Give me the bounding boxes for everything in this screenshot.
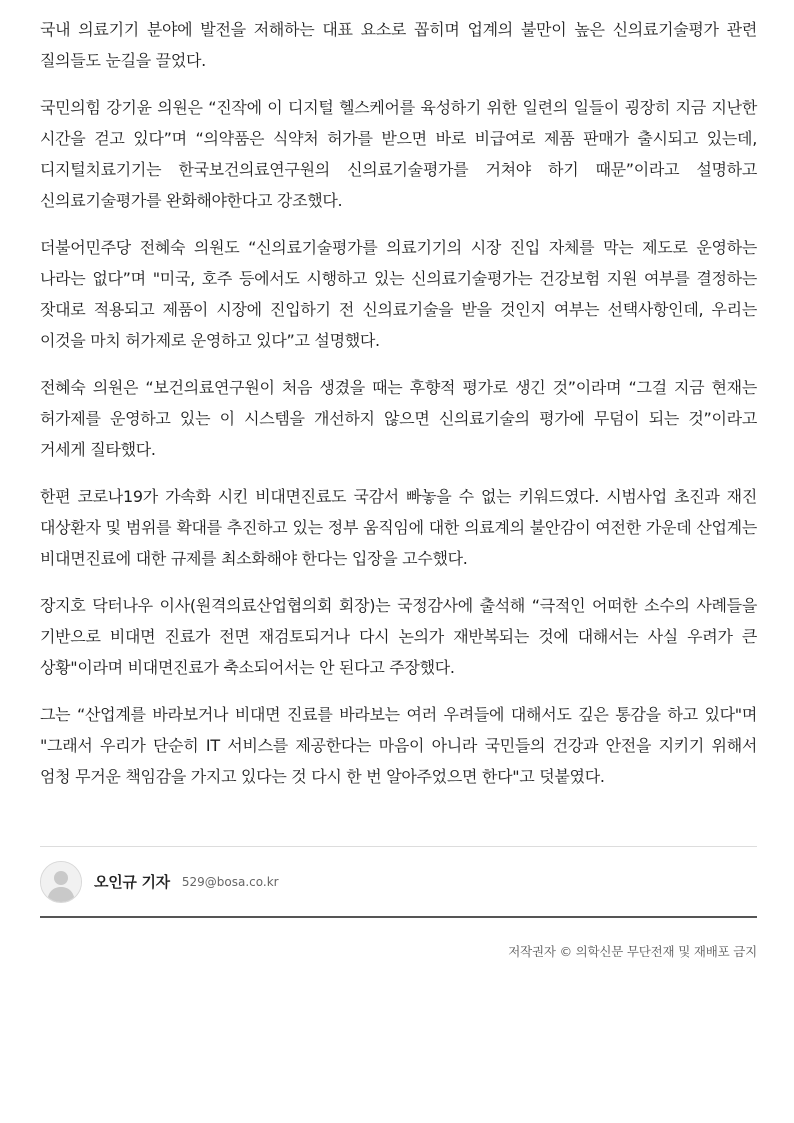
article-paragraph: 국내 의료기기 분야에 발전을 저해하는 대표 요소로 꼽히며 업계의 불만이 높은 신의료기술평가 관련 질의들도 눈길을 끌었다. xyxy=(40,20,757,70)
article-paragraph: 장지호 닥터나우 이사(원격의료산업협의회 회장)는 국정감사에 출석해 “극적인 어떠한 소수의 사례들을 기반으로 비대면 진료가 전면 재검토되거나 다시 논의가 재반복되는 것에 대해서는 사실 우려가 큰 상황"이라며 비대면진료가 축소되어서는 안 된다고 주장했다. xyxy=(40,596,757,677)
article-paragraph: 한편 코로나19가 가속화 시킨 비대면진료도 국감서 빠놓을 수 없는 키워드였다. 시범사업 초진과 재진 대상환자 및 범위를 확대를 추진하고 있는 정부 움직임에 대한 의료계의 불안감이 여전한 가운데 산업계는 비대면진료에 대한 규제를 최소화해야 한다는 입장을 고수했다. xyxy=(40,487,757,568)
article-paragraph: 더불어민주당 전혜숙 의원도 “신의료기술평가를 의료기기의 시장 진입 자체를 막는 제도로 운영하는 나라는 없다”며 "미국, 호주 등에서도 시행하고 있는 신의료기술평가는 건강보험 지원 여부를 결정하는 잣대로 적용되고 제품이 시장에 진입하기 전 신의료기술을 받을 것인지 여부는 선택사항인데, 우리는 이것을 마치 허가제로 운영하고 있다”고 설명했다. xyxy=(40,238,757,350)
article-paragraph: 그는 “산업계를 바라보거나 비대면 진료를 바라보는 여러 우려들에 대해서도 깊은 통감을 하고 있다"며 "그래서 우리가 단순히 IT 서비스를 제공한다는 마음이 아니라 국민들의 건강과 안전을 지키기 위해서 엄청 무거운 책임감을 가지고 있다는 것 다시 한 번 알아주었으면 한다"고 덧붙였다. xyxy=(40,705,757,786)
article-paragraph: 전혜숙 의원은 “보건의료연구원이 처음 생겼을 때는 후향적 평가로 생긴 것”이라며 “그걸 지금 현재는 허가제를 운영하고 있는 이 시스템을 개선하지 않으면 신의료기술의 평가에 무덤이 되는 것”이라고 거세게 질타했다. xyxy=(40,378,757,459)
reporter-byline xyxy=(40,846,757,918)
article-body xyxy=(40,14,757,808)
article-paragraph: 국민의힘 강기윤 의원은 “진작에 이 디지털 헬스케어를 육성하기 위한 일련의 일들이 굉장히 지금 지난한 시간을 걷고 있다”며 “의약품은 식약처 허가를 받으면 바로 비급여로 제품 판매가 출시되고 있는데, 디지털치료기기는 한국보건의료연구원의 신의료기술평가를 거쳐야 하기 때문”이라고 설명하고 신의료기술평가를 완화해야한다고 강조했다. xyxy=(40,98,757,210)
copyright-notice: 저작권자 © 의학신문 무단전재 및 재배포 금지 xyxy=(508,944,757,959)
reporter-name: 오인규 기자 xyxy=(94,873,170,891)
reporter-email-link[interactable]: 529@bosa.co.kr xyxy=(181,874,279,889)
user-avatar-icon xyxy=(40,861,82,903)
